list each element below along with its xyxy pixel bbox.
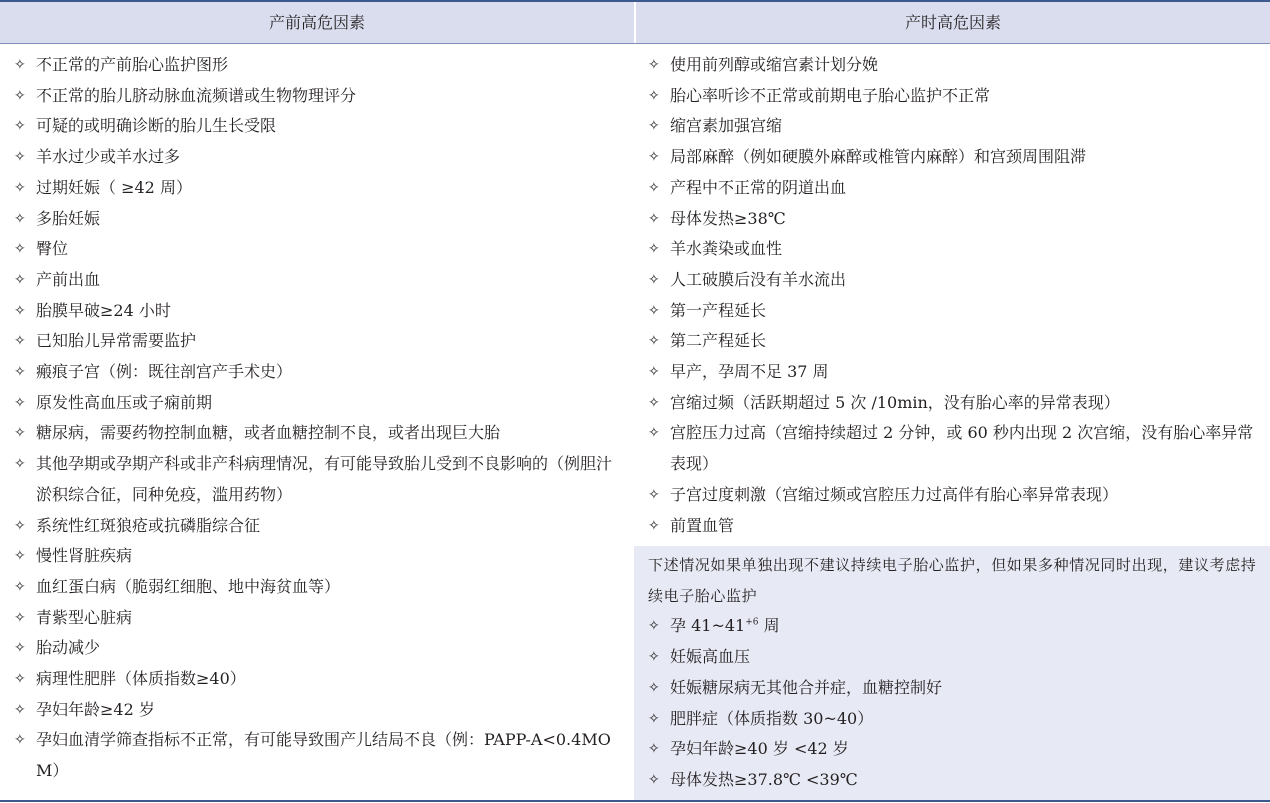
list-item: ✧ 宫腔压力过高（宫缩持续超过 2 分钟，或 60 秒内出现 2 次宫缩，没有胎心率异常表现） xyxy=(648,418,1260,479)
diamond-bullet-icon: ✧ xyxy=(648,771,660,788)
list-item: ✧ 多胎妊娠 xyxy=(14,204,626,235)
list-item: ✧ 胎心率听诊不正常或前期电子胎心监护不正常 xyxy=(648,81,1260,112)
diamond-bullet-icon: ✧ xyxy=(14,548,26,565)
list-item: ✧ 不正常的产前胎心监护图形 xyxy=(14,50,626,81)
list-item: ✧ 孕妇年龄≥42 岁 xyxy=(14,695,626,726)
list-item: ✧ 缩宫素加强宫缩 xyxy=(648,111,1260,142)
table-header xyxy=(0,2,1270,44)
diamond-bullet-icon: ✧ xyxy=(14,609,26,626)
list-item: ✧ 胎膜早破≥24 小时 xyxy=(14,296,626,327)
list-item: ✧ 前置血管 xyxy=(648,511,1260,542)
list-item: ✧ 原发性高血压或子痫前期 xyxy=(14,388,626,419)
diamond-bullet-icon: ✧ xyxy=(14,425,26,442)
diamond-bullet-icon: ✧ xyxy=(648,679,660,696)
list-item: ✧ 局部麻醉（例如硬膜外麻醉或椎管内麻醉）和宫颈周围阻滞 xyxy=(648,142,1260,173)
diamond-bullet-icon: ✧ xyxy=(648,118,660,135)
diamond-bullet-icon: ✧ xyxy=(14,578,26,595)
diamond-bullet-icon: ✧ xyxy=(14,210,26,227)
diamond-bullet-icon: ✧ xyxy=(14,671,26,688)
list-item: ✧ 病理性肥胖（体质指数≥40） xyxy=(14,664,626,695)
diamond-bullet-icon: ✧ xyxy=(648,241,660,258)
diamond-bullet-icon: ✧ xyxy=(14,333,26,350)
header-antepartum: 产前高危因素 xyxy=(268,13,365,32)
bottom-rule xyxy=(0,800,1270,802)
diamond-bullet-icon: ✧ xyxy=(14,640,26,657)
diamond-bullet-icon: ✧ xyxy=(14,456,26,473)
list-item: ✧ 肥胖症（体质指数 30~40） xyxy=(648,704,1260,735)
list-item: ✧ 羊水过少或羊水过多 xyxy=(14,142,626,173)
list-item: ✧ 母体发热≥38℃ xyxy=(648,204,1260,235)
diamond-bullet-icon: ✧ xyxy=(14,241,26,258)
list-item: ✧ 瘢痕子宫（例：既往剖宫产手术史） xyxy=(14,357,626,388)
list-item: ✧ 血红蛋白病（脆弱红细胞、地中海贫血等） xyxy=(14,572,626,603)
gestation-superscript: +6 xyxy=(745,618,759,629)
list-item xyxy=(648,611,1260,642)
list-item: ✧ 系统性红斑狼疮或抗磷脂综合征 xyxy=(14,511,626,542)
list-item: ✧ 青紫型心脏病 xyxy=(14,603,626,634)
list-item: ✧ 第二产程延长 xyxy=(648,326,1260,357)
list-item: ✧ 已知胎儿异常需要监护 xyxy=(14,326,626,357)
diamond-bullet-icon: ✧ xyxy=(648,333,660,350)
note-content xyxy=(648,550,1260,796)
list-item: ✧ 宫缩过频（活跃期超过 5 次 /10min，没有胎心率的异常表现） xyxy=(648,388,1260,419)
diamond-bullet-icon: ✧ xyxy=(14,732,26,749)
list-item: ✧ 其他孕期或孕期产科或非产科病理情况，有可能导致胎儿受到不良影响的（例胆汁淤积综合征，同种免疫，滥用药物） xyxy=(14,449,626,510)
diamond-bullet-icon: ✧ xyxy=(648,210,660,227)
diamond-bullet-icon: ✧ xyxy=(648,302,660,319)
list-item: ✧ 羊水粪染或血性 xyxy=(648,234,1260,265)
list-item: ✧ 早产，孕周不足 37 周 xyxy=(648,357,1260,388)
diamond-bullet-icon: ✧ xyxy=(648,149,660,166)
diamond-bullet-icon: ✧ xyxy=(14,179,26,196)
diamond-bullet-icon: ✧ xyxy=(14,271,26,288)
list-item: ✧ 糖尿病，需要药物控制血糖，或者血糖控制不良，或者出现巨大胎 xyxy=(14,418,626,449)
list-item: ✧ 臀位 xyxy=(14,234,626,265)
diamond-bullet-icon: ✧ xyxy=(648,394,660,411)
diamond-bullet-icon: ✧ xyxy=(14,394,26,411)
diamond-bullet-icon: ✧ xyxy=(648,57,660,73)
diamond-bullet-icon: ✧ xyxy=(648,649,660,666)
diamond-bullet-icon: ✧ xyxy=(648,271,660,288)
list-item: ✧ 产程中不正常的阴道出血 xyxy=(648,173,1260,204)
diamond-bullet-icon: ✧ xyxy=(14,364,26,381)
antepartum-list xyxy=(14,50,626,787)
diamond-bullet-icon: ✧ xyxy=(648,425,660,442)
diamond-bullet-icon: ✧ xyxy=(14,701,26,718)
list-item: ✧ 妊娠高血压 xyxy=(648,642,1260,673)
diamond-bullet-icon: ✧ xyxy=(648,710,660,727)
list-item: ✧ 孕妇血清学筛查指标不正常，有可能导致围产儿结局不良（例：PAPP-A<0.4MOM） xyxy=(14,725,626,786)
intrapartum-list xyxy=(648,50,1260,541)
diamond-bullet-icon: ✧ xyxy=(648,87,660,104)
list-item: ✧ 子宫过度刺激（宫缩过频或宫腔压力过高伴有胎心率异常表现） xyxy=(648,480,1260,511)
list-item: ✧ 不正常的胎儿脐动脉血流频谱或生物物理评分 xyxy=(14,81,626,112)
list-item: ✧ 第一产程延长 xyxy=(648,296,1260,327)
diamond-bullet-icon: ✧ xyxy=(14,57,26,73)
diamond-bullet-icon: ✧ xyxy=(648,364,660,381)
diamond-bullet-icon: ✧ xyxy=(14,149,26,166)
list-item: ✧ 过期妊娠（ ≥42 周） xyxy=(14,173,626,204)
list-item: ✧ 使用前列醇或缩宫素计划分娩 xyxy=(648,50,1260,81)
header-intrapartum: 产时高危因素 xyxy=(904,13,1001,32)
diamond-bullet-icon: ✧ xyxy=(648,517,660,534)
note-intro: 下述情况如果单独出现不建议持续电子胎心监护，但如果多种情况同时出现，建议考虑持续电子胎心监护 xyxy=(648,556,1257,605)
diamond-bullet-icon: ✧ xyxy=(14,517,26,534)
diamond-bullet-icon: ✧ xyxy=(648,486,660,503)
list-item: ✧ 慢性肾脏疾病 xyxy=(14,541,626,572)
continuous-monitoring-note xyxy=(634,546,1270,800)
list-item: ✧ 可疑的或明确诊断的胎儿生长受限 xyxy=(14,111,626,142)
diamond-bullet-icon: ✧ xyxy=(648,179,660,196)
gestation-item: 孕 $41\sim 41^{+6}$ 周 xyxy=(670,616,780,636)
diamond-bullet-icon: ✧ xyxy=(648,618,660,635)
list-item: ✧ 母体发热≥37.8℃ <39℃ xyxy=(648,765,1260,796)
list-item: ✧ 妊娠糖尿病无其他合并症，血糖控制好 xyxy=(648,673,1260,704)
diamond-bullet-icon: ✧ xyxy=(14,302,26,319)
list-item: ✧ 孕妇年龄≥40 岁 <42 岁 xyxy=(648,734,1260,765)
diamond-bullet-icon: ✧ xyxy=(14,118,26,135)
list-item: ✧ 胎动减少 xyxy=(14,633,626,664)
list-item: ✧ 人工破膜后没有羊水流出 xyxy=(648,265,1260,296)
diamond-bullet-icon: ✧ xyxy=(648,741,660,758)
diamond-bullet-icon: ✧ xyxy=(14,87,26,104)
list-item: ✧ 产前出血 xyxy=(14,265,626,296)
